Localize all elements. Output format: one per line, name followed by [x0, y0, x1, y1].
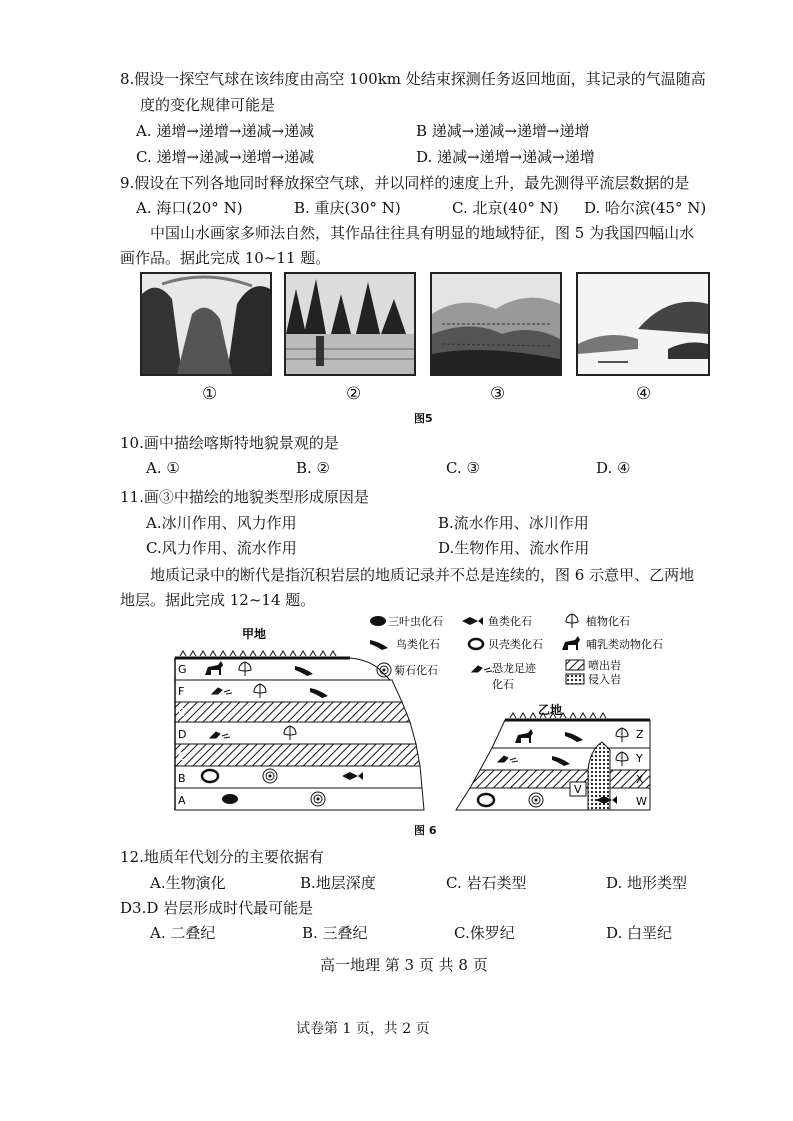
q8-option-d: D. 递减→递增→递减→递增: [416, 148, 595, 166]
q11-option-a: A.冰川作用、风力作用: [146, 514, 297, 532]
figure-6: [170, 610, 715, 842]
dinosaur-track-legend-icon: [472, 666, 492, 672]
q13-option-b: B. 三叠纪: [302, 924, 368, 942]
sheet-footer: 试卷第 1 页，共 2 页: [296, 1021, 430, 1037]
plant-icon: [566, 614, 578, 628]
q12-option-c: C. 岩石类型: [446, 874, 527, 892]
painting-3-label: ③: [490, 384, 506, 404]
q13-option-c: C.侏罗纪: [454, 924, 515, 942]
q10-option-a: A. ①: [146, 459, 180, 477]
layer-w-label: W: [636, 795, 647, 808]
q8-stem-line1: 8.假设一探空气球在该纬度由高空 100km 处结束探测任务返回地面，其记录的气温随高: [120, 70, 706, 88]
q11-stem: 11.画③中描绘的地貌类型形成原因是: [120, 488, 369, 506]
fish-icon: [462, 617, 483, 625]
painting-1-label: ①: [202, 384, 218, 404]
q12-option-a: A.生物演化: [150, 874, 226, 892]
fossil-legend: [370, 614, 663, 691]
q8-stem-line2: 度的变化规律可能是: [140, 96, 276, 114]
q9-option-d: D. 哈尔滨(45° N): [584, 199, 707, 217]
q9-option-c: C. 北京(40° N): [452, 199, 559, 217]
legend-mammal: 哺乳类动物化石: [586, 638, 663, 651]
q11-option-d: D.生物作用、流水作用: [438, 539, 590, 557]
q12-option-d: D. 地形类型: [606, 874, 688, 892]
painting-3: [430, 272, 562, 376]
painting-1: [140, 272, 272, 376]
layer-g-label: G: [178, 663, 187, 676]
legend-fish: 鱼类化石: [488, 615, 532, 628]
intro12-line1: 地质记录中的断代是指沉积岩层的地质记录并不总是连续的，图 6 示意甲、乙两地: [150, 566, 695, 584]
legend-dino-2: 化石: [492, 678, 514, 691]
q11-option-b: B.流水作用、冰川作用: [438, 514, 589, 532]
site-a-label: 甲地: [242, 627, 267, 641]
legend-bird: 鸟类化石: [396, 638, 440, 651]
page-footer: 高一地理 第 3 页 共 8 页: [320, 956, 488, 974]
q13-option-a: A. 二叠纪: [150, 924, 216, 942]
painting-2-label: ②: [346, 384, 362, 404]
layer-x-label: X: [636, 773, 644, 786]
layer-z-label: Z: [636, 728, 644, 741]
q10-option-d: D. ④: [596, 459, 631, 477]
q10-option-c: C. ③: [446, 459, 480, 477]
q10-stem: 10.画中描绘喀斯特地貌景观的是: [120, 434, 339, 452]
mammal-icon: [562, 636, 580, 650]
q12-option-b: B.地层深度: [300, 874, 376, 892]
bird-icon: [370, 640, 388, 650]
site-b-label: 乙地: [538, 703, 563, 717]
q12-stem: 12.地质年代划分的主要依据有: [120, 848, 324, 866]
q13-option-d: D. 白垩纪: [606, 924, 673, 942]
q8-option-c: C. 递增→递减→递增→递减: [136, 148, 315, 166]
shell-icon: [469, 639, 483, 649]
trilobite-fossil-icon: [222, 794, 238, 804]
q9-option-a: A. 海口(20° N): [136, 199, 243, 217]
layer-y-label: Y: [636, 752, 643, 765]
layer-c-label: C: [178, 750, 186, 763]
painting-2: [284, 272, 416, 376]
legend-intrusive: 侵入岩: [588, 673, 621, 686]
layer-d-label: D: [178, 728, 187, 741]
intro12-line2: 地层。据此完成 12~14 题。: [120, 591, 316, 609]
painting-4-label: ④: [636, 384, 652, 404]
fig6-caption: 图 6: [414, 824, 437, 837]
intro10-line2: 画作品。据此完成 10~11 题。: [120, 249, 331, 267]
extrusive-rock-swatch: [566, 660, 584, 670]
layer-b-label: B: [178, 772, 186, 785]
q9-stem: 9.假设在下列各地同时释放探空气球，并以同样的速度上升，最先测得平流层数据的是: [120, 174, 690, 192]
layer-f-label: F: [178, 685, 185, 698]
intrusion-label: V: [574, 783, 582, 796]
legend-ammonite: 菊石化石: [394, 664, 438, 677]
intrusive-rock-swatch: [566, 674, 584, 684]
legend-extrusive: 喷出岩: [588, 659, 621, 672]
legend-shell: 贝壳类化石: [488, 638, 543, 651]
q13-stem: D3.D 岩层形成时代最可能是: [120, 899, 314, 917]
legend-plant: 植物化石: [586, 615, 630, 628]
layer-a-label: A: [178, 794, 186, 807]
q10-option-b: B. ②: [296, 459, 331, 477]
layer-e-label: E: [178, 706, 185, 719]
legend-dino-1: 恐龙足迹: [492, 662, 536, 675]
q11-option-c: C.风力作用、流水作用: [146, 539, 297, 557]
q8-option-a: A. 递增→递增→递减→递减: [136, 122, 315, 140]
fig5-caption: 图5: [414, 412, 433, 425]
site-a-strata: [175, 651, 424, 810]
painting-4: [576, 272, 710, 376]
q9-option-b: B. 重庆(30° N): [294, 199, 401, 217]
legend-trilobite: 三叶虫化石: [388, 615, 443, 628]
trilobite-icon: [370, 616, 386, 626]
site-b-strata: [456, 713, 650, 810]
intro10-line1: 中国山水画家多师法自然，其作品往往具有明显的地域特征，图 5 为我国四幅山水: [150, 224, 695, 242]
q8-option-b: B 递减→递减→递增→递增: [416, 122, 590, 140]
